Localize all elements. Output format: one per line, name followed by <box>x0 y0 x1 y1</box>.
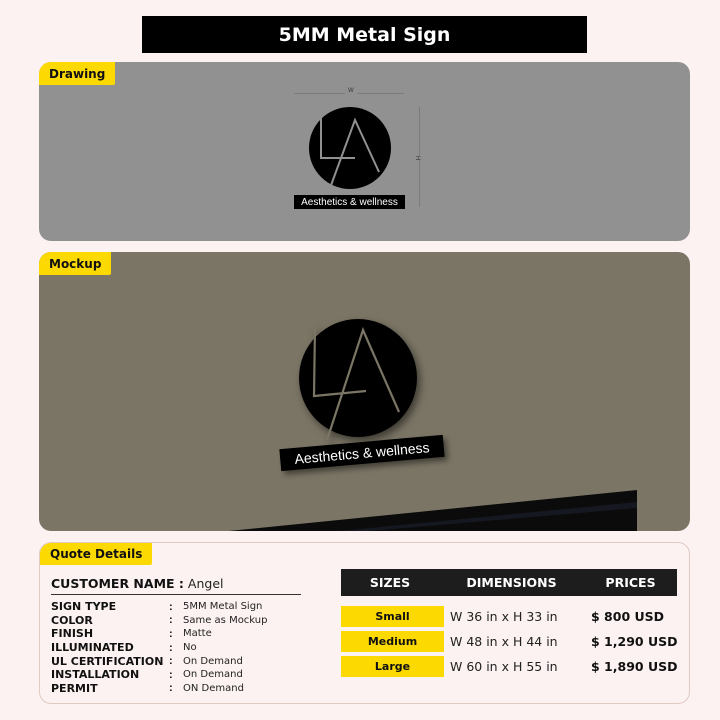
price-cell: $ 1,890 USD <box>591 659 678 674</box>
customer-name-label: CUSTOMER NAME : <box>51 576 184 591</box>
spec-colon: : <box>169 614 173 627</box>
spec-list <box>51 600 321 695</box>
spec-label: FINISH <box>51 627 94 641</box>
spec-colon: : <box>169 668 173 681</box>
la-logo-drawing-icon <box>308 106 392 190</box>
spec-label: PERMIT <box>51 681 98 695</box>
size-badge: Medium <box>341 631 444 652</box>
spec-label: UL CERTIFICATION <box>51 654 164 668</box>
la-logo-mockup-icon <box>296 318 420 442</box>
spec-label: INSTALLATION <box>51 668 140 682</box>
size-badge: Small <box>341 606 444 627</box>
dimensions-cell: W 48 in x H 44 in <box>450 634 558 649</box>
spec-label: SIGN TYPE <box>51 600 117 614</box>
spec-value: 5MM Metal Sign <box>183 601 263 613</box>
spec-colon: : <box>169 682 173 695</box>
spec-row-sign-type <box>51 600 321 614</box>
spec-row-illuminated <box>51 641 321 655</box>
price-cell: $ 800 USD <box>591 609 665 624</box>
mockup-tag: Mockup <box>39 252 111 275</box>
table-row <box>341 629 690 654</box>
spec-label: ILLUMINATED <box>51 641 134 655</box>
spec-value: Same as Mockup <box>183 614 268 626</box>
drawing-tag: Drawing <box>39 62 115 85</box>
spec-colon: : <box>169 641 173 654</box>
spec-colon: : <box>169 627 173 640</box>
spec-value: Matte <box>183 628 212 640</box>
price-cell: $ 1,290 USD <box>591 634 678 649</box>
spec-label: COLOR <box>51 613 93 627</box>
customer-name-value: Angel <box>187 576 224 591</box>
spec-row-finish <box>51 627 321 641</box>
header-sizes: SIZES <box>369 575 411 590</box>
page-title: 5MM Metal Sign <box>142 16 587 53</box>
price-table-body <box>341 604 690 679</box>
dimensions-cell: W 60 in x H 55 in <box>450 659 558 674</box>
price-table-header <box>341 569 677 596</box>
spec-value: On Demand <box>183 655 243 667</box>
dimensions-cell: W 36 in x H 33 in <box>450 609 558 624</box>
size-badge: Large <box>341 656 444 677</box>
spec-row-installation <box>51 668 321 682</box>
table-row <box>341 654 690 679</box>
spec-value: ON Demand <box>183 682 244 694</box>
spec-value: On Demand <box>183 669 243 681</box>
header-prices: PRICES <box>605 575 656 590</box>
mockup-caption: Aesthetics & wellness <box>279 435 444 471</box>
drawing-caption: Aesthetics & wellness <box>294 195 405 209</box>
quote-tag: Quote Details <box>40 543 152 565</box>
quote-details-panel <box>39 542 690 704</box>
customer-name-row <box>51 576 301 595</box>
header-dimensions: DIMENSIONS <box>466 575 557 590</box>
spec-row-ul-certification <box>51 654 321 668</box>
spec-row-color <box>51 614 321 628</box>
spec-colon: : <box>169 600 173 613</box>
table-row <box>341 604 690 629</box>
spec-row-permit <box>51 682 321 696</box>
spec-colon: : <box>169 655 173 668</box>
width-dimension-label: W <box>345 88 357 94</box>
height-dimension-label: H <box>414 155 421 161</box>
spec-value: No <box>183 642 197 654</box>
